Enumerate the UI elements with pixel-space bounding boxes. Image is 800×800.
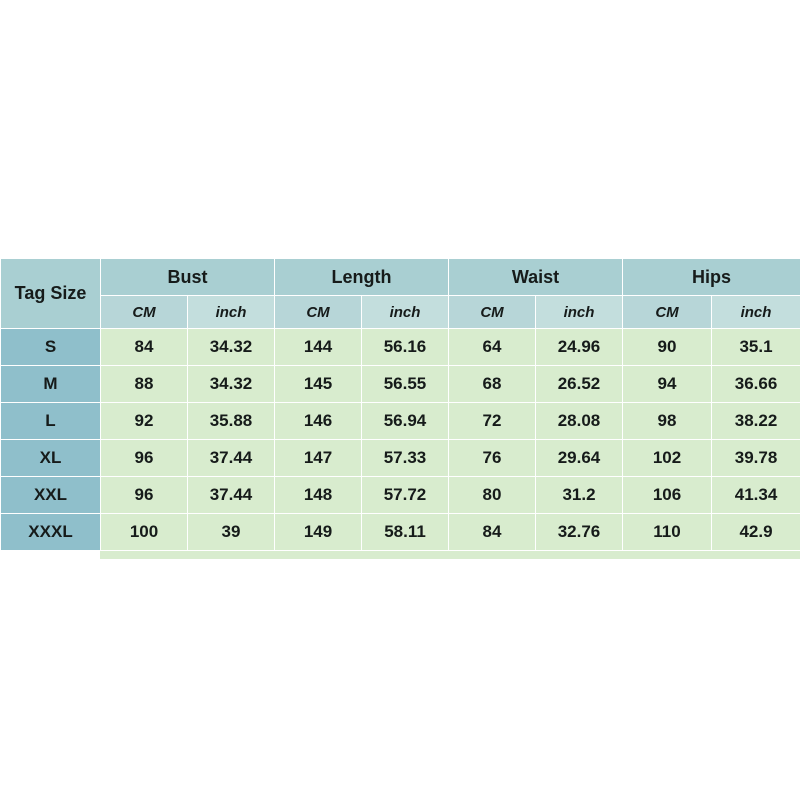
cell-bust-cm: 84 [101,329,188,366]
size-label: S [1,329,101,366]
cell-hips-inch: 38.22 [712,403,800,440]
size-label: XXL [1,477,101,514]
table-row [1,477,800,514]
cell-waist-cm: 76 [449,440,536,477]
header-length: Length [275,259,449,296]
cell-bust-cm: 88 [101,366,188,403]
table-row [1,440,800,477]
header-bust-cm: CM [101,296,188,329]
cell-waist-inch: 31.2 [536,477,623,514]
size-label: XXXL [1,514,101,551]
table-bottom-strip [0,551,800,561]
cell-bust-cm: 100 [101,514,188,551]
header-group-row [1,259,800,296]
cell-length-cm: 148 [275,477,362,514]
cell-bust-cm: 96 [101,477,188,514]
cell-waist-cm: 80 [449,477,536,514]
cell-waist-cm: 64 [449,329,536,366]
header-unit-row [1,296,800,329]
cell-waist-cm: 68 [449,366,536,403]
cell-hips-inch: 36.66 [712,366,800,403]
table-row [1,514,800,551]
header-tag-size: Tag Size [1,259,101,329]
cell-length-inch: 56.55 [362,366,449,403]
cell-hips-cm: 110 [623,514,712,551]
header-hips-cm: CM [623,296,712,329]
header-length-inch: inch [362,296,449,329]
cell-hips-inch: 39.78 [712,440,800,477]
cell-hips-cm: 94 [623,366,712,403]
cell-waist-inch: 24.96 [536,329,623,366]
cell-length-inch: 56.94 [362,403,449,440]
header-hips: Hips [623,259,800,296]
cell-bust-inch: 35.88 [188,403,275,440]
table-row [1,403,800,440]
cell-length-inch: 57.33 [362,440,449,477]
cell-hips-inch: 35.1 [712,329,800,366]
cell-length-inch: 56.16 [362,329,449,366]
header-waist-inch: inch [536,296,623,329]
size-label: XL [1,440,101,477]
cell-bust-inch: 34.32 [188,329,275,366]
cell-bust-inch: 39 [188,514,275,551]
cell-length-cm: 149 [275,514,362,551]
size-label: L [1,403,101,440]
cell-length-cm: 145 [275,366,362,403]
cell-waist-inch: 29.64 [536,440,623,477]
cell-length-cm: 146 [275,403,362,440]
cell-hips-cm: 90 [623,329,712,366]
cell-length-inch: 58.11 [362,514,449,551]
cell-length-inch: 57.72 [362,477,449,514]
cell-waist-cm: 72 [449,403,536,440]
cell-bust-cm: 96 [101,440,188,477]
table-row [1,329,800,366]
cell-hips-cm: 106 [623,477,712,514]
cell-bust-inch: 34.32 [188,366,275,403]
size-chart [0,258,800,561]
table-row [1,366,800,403]
cell-length-cm: 147 [275,440,362,477]
cell-hips-inch: 42.9 [712,514,800,551]
cell-bust-cm: 92 [101,403,188,440]
size-chart-body [1,329,800,551]
cell-waist-cm: 84 [449,514,536,551]
cell-hips-cm: 98 [623,403,712,440]
cell-hips-cm: 102 [623,440,712,477]
header-hips-inch: inch [712,296,800,329]
cell-waist-inch: 28.08 [536,403,623,440]
header-waist-cm: CM [449,296,536,329]
cell-bust-inch: 37.44 [188,440,275,477]
cell-bust-inch: 37.44 [188,477,275,514]
header-bust-inch: inch [188,296,275,329]
size-label: M [1,366,101,403]
size-chart-table [0,258,800,551]
size-chart-head [1,259,800,329]
cell-length-cm: 144 [275,329,362,366]
cell-waist-inch: 26.52 [536,366,623,403]
cell-hips-inch: 41.34 [712,477,800,514]
cell-waist-inch: 32.76 [536,514,623,551]
header-waist: Waist [449,259,623,296]
header-bust: Bust [101,259,275,296]
header-length-cm: CM [275,296,362,329]
